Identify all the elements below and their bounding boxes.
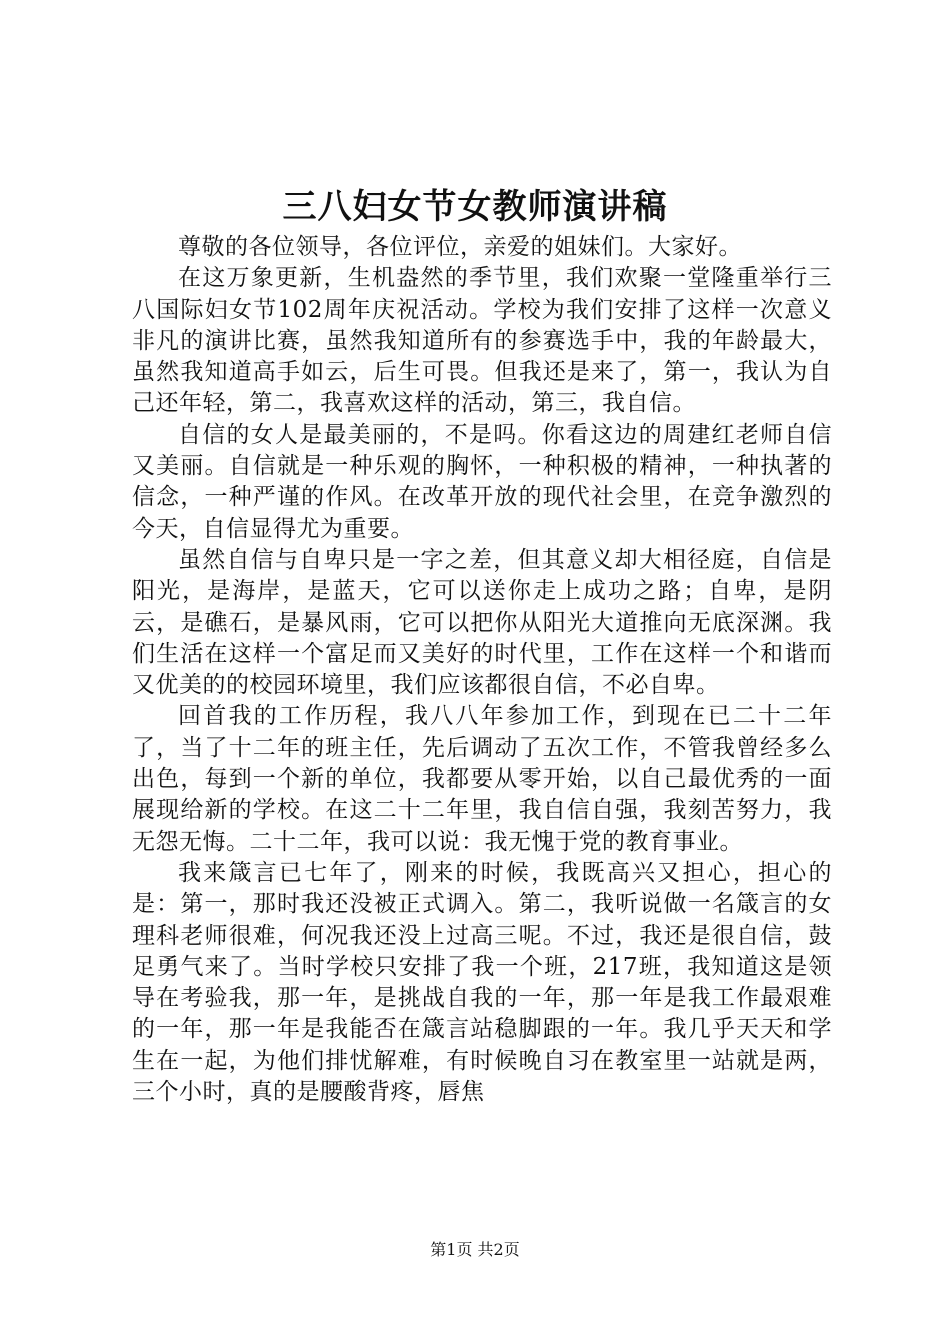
paragraph-zhenyan-experience: 我来箴言已七年了，刚来的时候，我既高兴又担心，担心的是：第一，那时我还没被正式调入。第二，我听说做一名箴言的女理科老师很难，何况我还没上过高三呢。不过，我还是很自信，鼓足勇气来了。当时学校只安排了我一个班，217班，我知道这是领导在考验我，那一年，是挑战自我的一年，那一年是我工作最艰难的一年，那一年是我能否在箴言站稳脚跟的一年。我几乎天天和学生在一起，为他们排忧解难，有时候晚自习在教室里一站就是两，三个小时，真的是腰酸背疼，唇焦 (132, 859, 832, 1106)
paragraph-work-history: 回首我的工作历程，我八八年参加工作，到现在已二十二年了，当了十二年的班主任，先后调动了五次工作，不管我曾经多么出色，每到一个新的单位，我都要从零开始，以自己最优秀的一面展现给新的学校。在这二十二年里，我自信自强，我刻苦努力，我无怨无悔。二十二年，我可以说：我无愧于党的教育事业。 (132, 703, 832, 855)
paragraph-intro: 在这万象更新，生机盎然的季节里，我们欢聚一堂隆重举行三八国际妇女节102周年庆祝活动。学校为我们安排了这样一次意义非凡的演讲比赛，虽然我知道所有的参赛选手中，我的年龄最大，虽然我知道高手如云，后生可畏。但我还是来了，第一，我认为自己还年轻，第二，我喜欢这样的活动，第三，我自信。 (132, 265, 832, 417)
page-footer: 第1页 共2页 (430, 1240, 520, 1259)
paragraph-greeting: 尊敬的各位领导，各位评位，亲爱的姐妹们。大家好。 (178, 234, 742, 260)
document-body (132, 232, 832, 1108)
paragraph-confidence-vs-inferiority: 虽然自信与自卑只是一字之差，但其意义却大相径庭，自信是阳光，是海岸，是蓝天，它可以送你走上成功之路；自卑，是阴云，是礁石，是暴风雨，它可以把你从阳光大道推向无底深渊。我们生活在这样一个富足而又美好的时代里，工作在这样一个和谐而又优美的的校园环境里，我们应该都很自信，不必自卑。 (132, 546, 832, 699)
paragraph-confidence: 自信的女人是最美丽的，不是吗。你看这边的周建红老师自信又美丽。自信就是一种乐观的胸怀，一种积极的精神，一种执著的信念，一种严谨的作风。在改革开放的现代社会里，在竞争激烈的今天，自信显得尤为重要。 (132, 421, 832, 542)
document-title: 三八妇女节女教师演讲稿 (282, 187, 668, 227)
